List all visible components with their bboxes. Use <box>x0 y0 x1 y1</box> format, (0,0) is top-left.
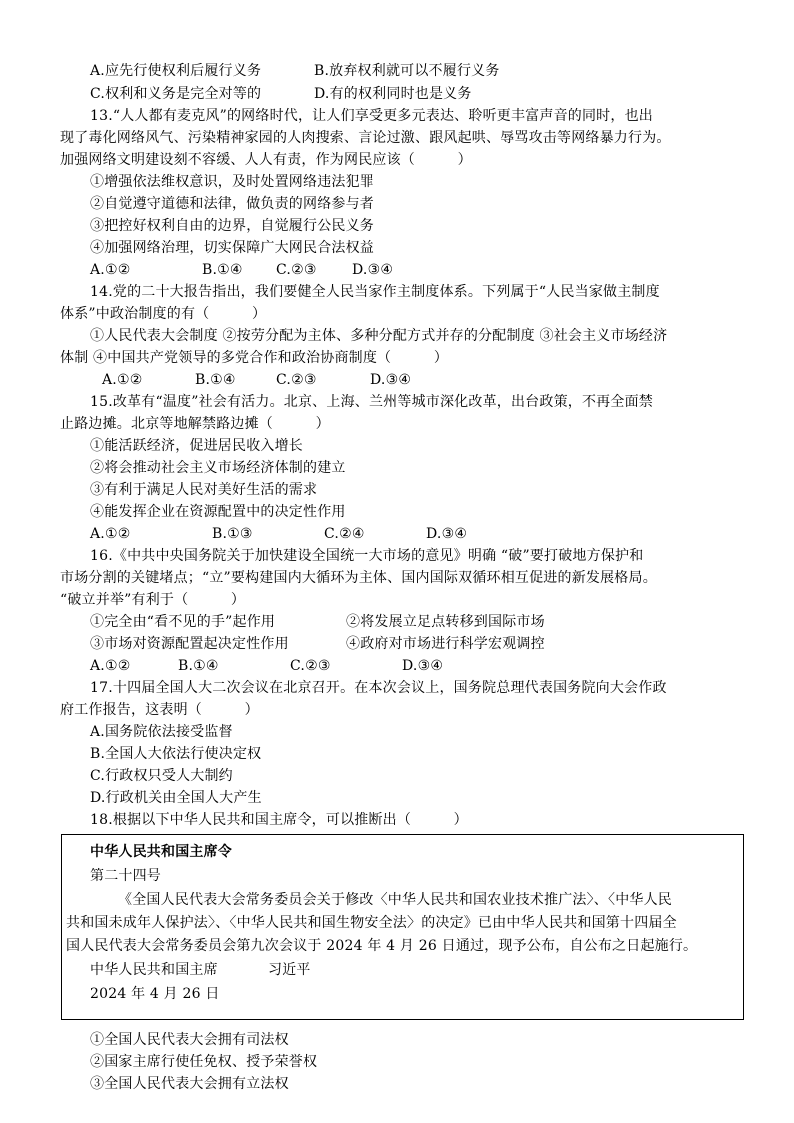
q13-stem-line-2: 现了毒化网络风气、污染精神家园的人肉搜索、言论过激、跟风起哄、辱骂攻击等网络暴力行为。 <box>60 130 671 146</box>
q14-items-line-1: ①人民代表大会制度 ②按劳分配为主体、多种分配方式并存的分配制度 ③社会主义市场经济 <box>90 328 668 344</box>
q13-stem-line-3: 加强网络文明建设刻不容缓、人人有责，作为网民应该（ ） <box>60 152 472 168</box>
q17-option-b: B.全国人大依法行使决定权 <box>90 746 262 762</box>
q15-option-d: D.③④ <box>426 526 468 542</box>
q12-option-row-2 <box>90 84 472 104</box>
q15-stem-line-1: 15.改革有“温度”社会有活力。北京、上海、兰州等城市深化改革，出台政策，不再全面禁 <box>90 394 653 410</box>
q13-item-1: ①增强依法维权意识，及时处置网络违法犯罪 <box>90 174 374 190</box>
q17-option-a: A.国务院依法接受监督 <box>90 724 233 740</box>
q15-options <box>90 524 468 544</box>
q13-options <box>90 260 394 280</box>
decree-number: 第二十四号 <box>90 868 161 884</box>
q13-option-b: B.①④ <box>202 262 243 278</box>
q18-item-1: ①全国人民代表大会拥有司法权 <box>90 1032 289 1048</box>
q14-option-a: A.①② <box>102 372 143 388</box>
q18-item-3: ③全国人民代表大会拥有立法权 <box>90 1076 289 1092</box>
q16-options <box>90 656 444 676</box>
q16-stem-line-2: 市场分割的关键堵点；“立”要构建国内大循环为主体、国内国际双循环相互促进的新发展格局。 <box>60 570 657 586</box>
q13-option-a: A.①② <box>90 262 131 278</box>
decree-title: 中华人民共和国主席令 <box>90 844 232 860</box>
q16-option-d: D.③④ <box>402 658 444 674</box>
q14-option-b: B.①④ <box>195 372 236 388</box>
q12-option-row-1 <box>90 61 500 81</box>
q13-item-4: ④加强网络治理，切实保障广大网民合法权益 <box>90 240 374 256</box>
q13-option-d: D.③④ <box>352 262 394 278</box>
q12-option-a: A.应先行使权利后履行义务 <box>90 63 262 79</box>
q12-option-c: C.权利和义务是完全对等的 <box>90 86 262 102</box>
q13-item-3: ③把控好权利自由的边界，自觉履行公民义务 <box>90 218 374 234</box>
q13-item-2: ②自觉遵守道德和法律，做负责的网络参与者 <box>90 196 374 212</box>
q14-stem-line-2: 体系”中政治制度的有（ ） <box>60 306 267 322</box>
q18-stem: 18.根据以下中华人民共和国主席令，可以推断出（ ） <box>90 812 468 828</box>
q13-stem-line-1: 13.“人人都有麦克风”的网络时代，让人们享受更多元表达、聆听更丰富声音的同时，也出 <box>90 108 653 124</box>
q13-option-c: C.②③ <box>276 262 317 278</box>
q12-option-b: B.放弃权利就可以不履行义务 <box>314 63 500 79</box>
q15-item-2: ②将会推动社会主义市场经济体制的建立 <box>90 460 346 476</box>
decree-body-line-3: 国人民代表大会常务委员会第九次会议于 2024 年 4 月 26 日通过，现予公布，自公布之日起施行。 <box>66 938 698 954</box>
q14-option-c: C.②③ <box>276 372 317 388</box>
decree-body-line-1: 《全国人民代表大会常务委员会关于修改〈中华人民共和国农业技术推广法〉、〈中华人民 <box>118 892 672 908</box>
q16-stem-line-3: “破立并举”有利于（ ） <box>60 592 246 608</box>
q16-item-2: ②将发展立足点转移到国际市场 <box>346 614 545 630</box>
q16-option-a: A.①② <box>90 658 131 674</box>
q17-option-d: D.行政机关由全国人大产生 <box>90 790 262 806</box>
q15-item-4: ④能发挥企业在资源配置中的决定性作用 <box>90 504 346 520</box>
q16-items-row-2 <box>90 634 545 654</box>
decree-body-line-2: 共和国未成年人保护法〉、〈中华人民共和国生物安全法〉的决定》已由中华人民共和国第十四届全 <box>66 915 677 931</box>
decree-date: 2024 年 4 月 26 日 <box>90 986 220 1002</box>
q15-option-a: A.①② <box>90 526 131 542</box>
q15-option-b: B.①③ <box>212 526 253 542</box>
q14-option-d: D.③④ <box>370 372 412 388</box>
decree-signer <box>90 960 311 980</box>
decree-signer-title: 中华人民共和国主席 <box>90 962 218 978</box>
q16-option-c: C.②③ <box>290 658 331 674</box>
q14-items-line-2: 体制 ④中国共产党领导的多党合作和政治协商制度（ ） <box>60 350 449 366</box>
q15-item-1: ①能活跃经济，促进居民收入增长 <box>90 438 303 454</box>
q16-item-4: ④政府对市场进行科学宏观调控 <box>346 636 545 652</box>
q16-items-row-1 <box>90 612 545 632</box>
decree-signer-name: 习近平 <box>268 962 311 978</box>
q17-stem-line-1: 17.十四届全国人大二次会议在北京召开。在本次会议上，国务院总理代表国务院向大会作政 <box>90 680 667 696</box>
q16-option-b: B.①④ <box>178 658 219 674</box>
q17-stem-line-2: 府工作报告，这表明（ ） <box>60 702 259 718</box>
q14-stem-line-1: 14.党的二十大报告指出，我们要健全人民当家作主制度体系。下列属于“人民当家做主制度 <box>90 284 660 300</box>
q12-option-d: D.有的权利同时也是义务 <box>314 86 472 102</box>
q16-item-3: ③市场对资源配置起决定性作用 <box>90 636 289 652</box>
q17-option-c: C.行政权只受人大制约 <box>90 768 233 784</box>
q16-stem-line-1: 16.《中共中央国务院关于加快建设全国统一大市场的意见》明确 “破”要打破地方保护和 <box>90 548 644 564</box>
q15-item-3: ③有利于满足人民对美好生活的需求 <box>90 482 318 498</box>
q14-options <box>102 370 412 390</box>
q16-item-1: ①完全由“看不见的手”起作用 <box>90 614 276 630</box>
q15-option-c: C.②④ <box>324 526 365 542</box>
q15-stem-line-2: 止路边摊。北京等地解禁路边摊（ ） <box>60 416 330 432</box>
q18-item-2: ②国家主席行使任免权、授予荣誉权 <box>90 1054 318 1070</box>
